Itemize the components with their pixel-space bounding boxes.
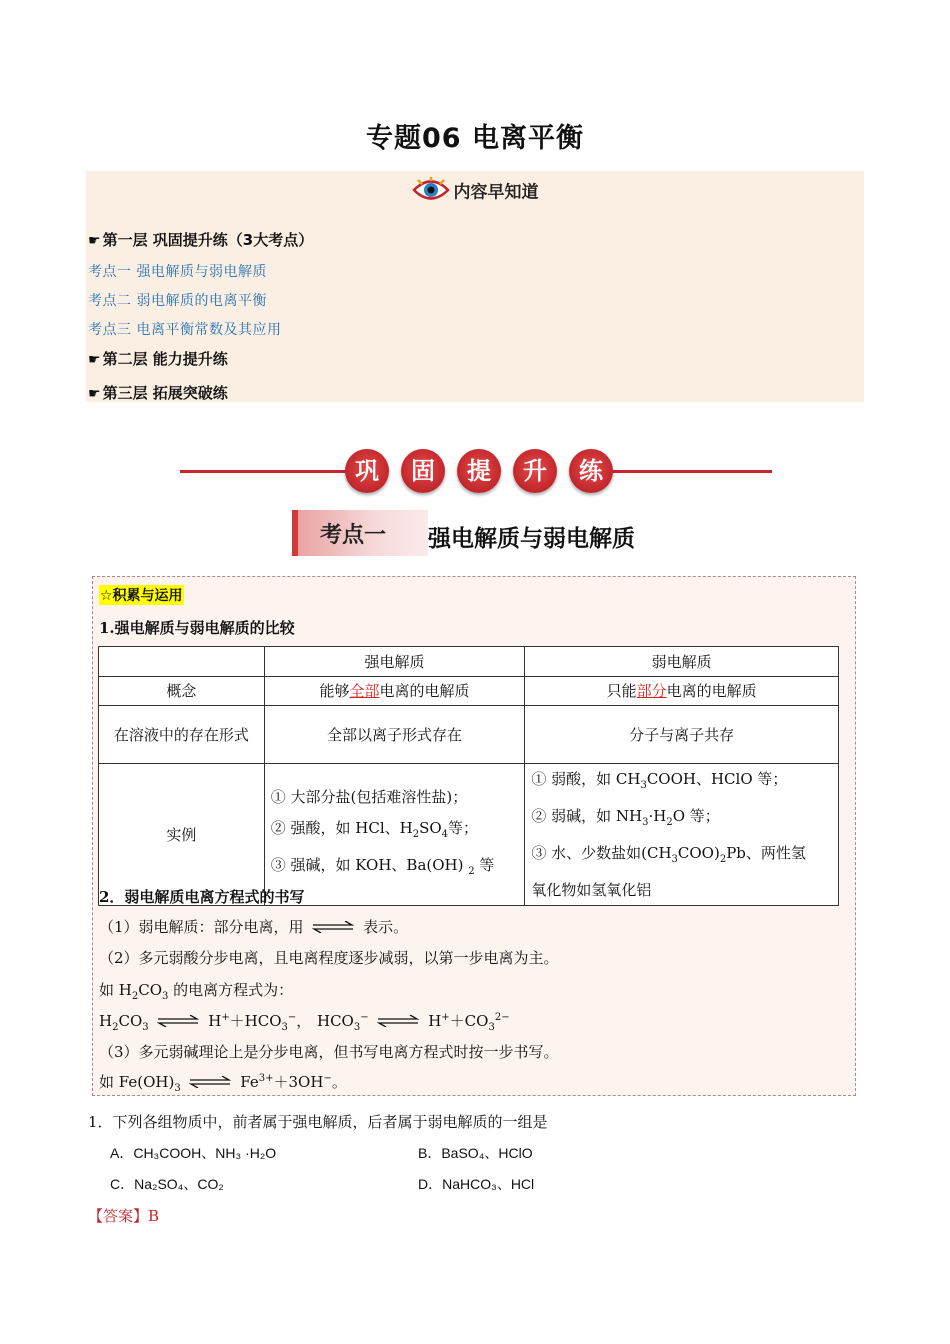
table-cell: ① 大部分盐(包括难溶性盐)； ② 强酸，如 HCl、$H_2SO_4$等； ③ 强碱，如 KOH、Ba(OH) $_2$ 等 xyxy=(264,764,525,906)
toc-kp-1[interactable]: 考点一 强电解质与弱电解质 xyxy=(88,264,267,280)
eye-icon xyxy=(412,177,450,208)
section-tag: 考点一 xyxy=(292,510,428,556)
table-cell: 在溶液中的存在形式 xyxy=(99,706,265,764)
table-cell: 实例 xyxy=(99,764,265,906)
table-cell: 分子与离子共存 xyxy=(525,706,839,764)
paragraph-2: （2）多元弱酸分步电离，且电离程度逐步减弱，以第一步电离为主。 xyxy=(99,949,559,967)
table-row xyxy=(99,764,839,906)
equation-3: 如 $Fe(OH)_3$ $Fe^{3+}+3OH^-$。 xyxy=(99,1073,347,1094)
table-row xyxy=(99,647,839,677)
question-stem: 1．下列各组物质中，前者属于强电解质，后者属于弱电解质的一组是 xyxy=(88,1113,548,1131)
equilibrium-arrow-icon xyxy=(189,1074,231,1092)
toc-heading-text: 内容早知道 xyxy=(453,182,539,203)
banner-char: 练 xyxy=(569,449,613,493)
option-b[interactable]: B．BaSO₄、HClO xyxy=(418,1145,533,1161)
equation-1: $H_2CO_3$ $H^++HCO_3^-$， xyxy=(99,1012,312,1033)
table-cell: 只能部分电离的电解质 xyxy=(525,677,839,706)
table-header: 强电解质 xyxy=(264,647,525,677)
toc-layer-3[interactable]: ☛ 第三层 拓展突破练 xyxy=(88,384,228,402)
heading-2: 2．弱电解质电离方程式的书写 xyxy=(99,888,305,906)
table-cell: 概念 xyxy=(99,677,265,706)
banner-char: 巩 xyxy=(345,449,389,493)
comparison-table xyxy=(98,646,839,906)
paragraph-4: （3）多元弱碱理论上是分步电离，但书写电离方程式时按一步书写。 xyxy=(99,1043,559,1061)
answer-value: B xyxy=(148,1207,160,1225)
toc-box xyxy=(86,171,864,402)
table-row xyxy=(99,706,839,764)
equilibrium-arrow-icon xyxy=(312,919,354,937)
heading-1: 1.强电解质与弱电解质的比较 xyxy=(99,619,295,637)
table-cell: ① 弱酸，如 $CH_3COOH$、HClO 等； ② 弱碱，如 $NH_3\cdot H_2O$ 等； ③ 水、少数盐如$(CH_3COO)_2Pb$、两性氢 氧化物如氢氧化铝 xyxy=(525,764,839,906)
accumulation-tag: ☆积累与运用 xyxy=(99,585,184,605)
toc-kp-3[interactable]: 考点三 电离平衡常数及其应用 xyxy=(88,322,282,338)
equilibrium-arrow-icon xyxy=(377,1013,419,1031)
toc-layer-2[interactable]: ☛ 第二层 能力提升练 xyxy=(88,350,228,368)
banner-char: 提 xyxy=(457,449,501,493)
answer-label: 【答案】 xyxy=(88,1207,149,1225)
paragraph-1: （1）弱电解质：部分电离，用 表示。 xyxy=(99,918,409,936)
table-header: 弱电解质 xyxy=(525,647,839,677)
answer-line xyxy=(88,1205,159,1226)
banner-line-left xyxy=(180,470,350,473)
pointing-hand-icon: ☛ xyxy=(88,386,101,402)
paragraph-3: 如 $H_2CO_3$ 的电离方程式为： xyxy=(99,981,294,1002)
table-cell: 能够全部电离的电解质 xyxy=(264,677,525,706)
banner-char: 升 xyxy=(513,449,557,493)
pointing-hand-icon: ☛ xyxy=(88,233,101,249)
toc-heading xyxy=(86,177,864,208)
banner-line-right xyxy=(600,470,772,473)
toc-layer-1[interactable]: ☛ 第一层 巩固提升练（3大考点） xyxy=(88,231,314,249)
option-a[interactable]: A．CH₃COOH、NH₃ ·H₂O xyxy=(110,1145,277,1161)
option-c[interactable]: C．Na₂SO₄、CO₂ xyxy=(110,1176,224,1192)
equilibrium-arrow-icon xyxy=(157,1013,199,1031)
section-title: 强电解质与弱电解质 xyxy=(428,526,635,552)
table-cell: 全部以离子形式存在 xyxy=(264,706,525,764)
page-title: 专题06 电离平衡 xyxy=(366,123,584,154)
toc-kp-2[interactable]: 考点二 弱电解质的电离平衡 xyxy=(88,293,267,309)
pointing-hand-icon: ☛ xyxy=(88,352,101,368)
option-d[interactable]: D．NaHCO₃、HCl xyxy=(418,1176,535,1192)
table-row xyxy=(99,677,839,706)
equation-2: $HCO_3^-$ $H^++CO_3^{2-}$ xyxy=(317,1012,510,1033)
banner-char: 固 xyxy=(401,449,445,493)
